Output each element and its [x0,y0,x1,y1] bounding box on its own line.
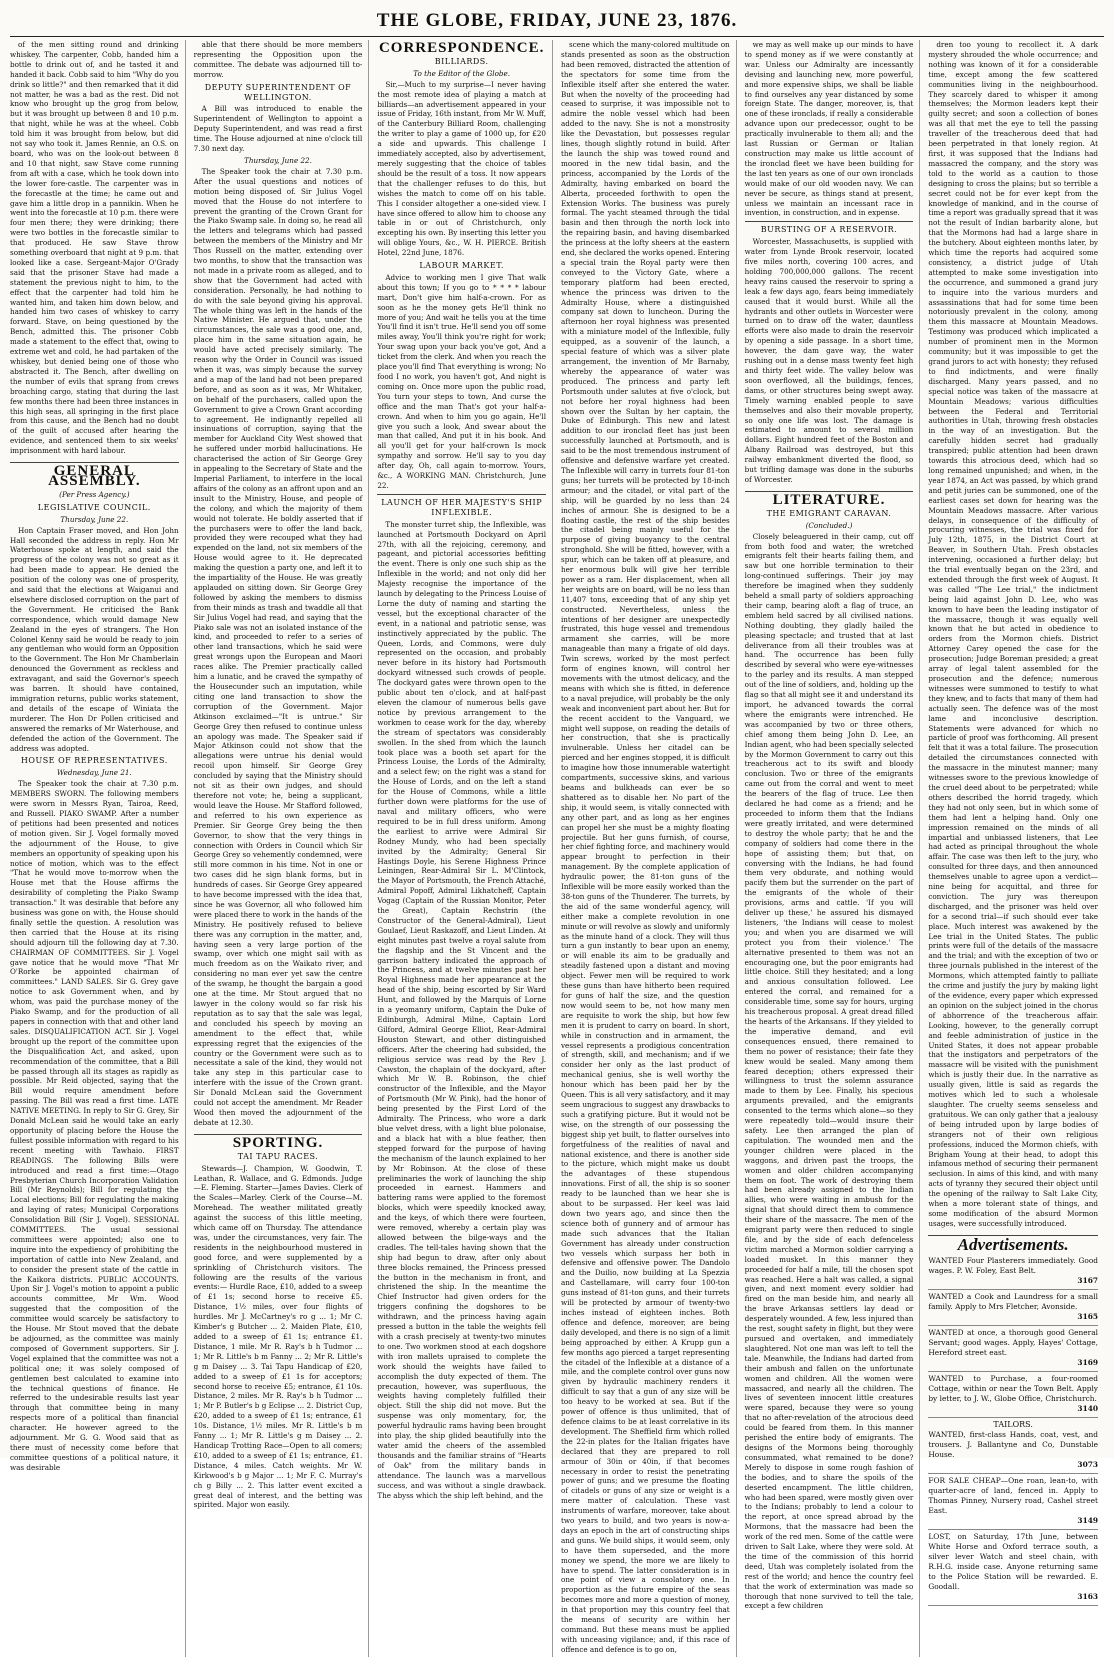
house-heading: HOUSE OF REPRESENTATIVES. [20,756,168,766]
advertisement [928,1418,1098,1474]
launch-text: The monster turret ship, the Inflexible, was launched at Portsmouth Dockyard on April 27th, with all the rejoicing, ceremony, and pageant, and pictorial accessories befitting the event. There is only one such ship as the Inflexible in the world; and not only did her Majesty recognise the importance of the launch by delegating to the Princess Louise of Lorne the duty of naming and starting the vessel, but the exceptional character of the event, in a national and patriotic sense, was instinctively appreciated by the public. The Queen, Lords, and Commons, were duly represented on the occasion, and probably never before in its history had Portsmouth dockyard witnessed such crowds of people. The dockyard gates were thrown open to the public about ten o'clock, and at half-past eleven the clamour of numerous bells gave notice by previous arrangement to the workmen to cease work for the day, whereby the stream of spectators was considerably swollen. In the shed from which the launch took place was a booth set apart for the Princess Louise, the Lords of the Admiralty, and a select few; on the right was a stand for the House of Lords, and on the left a stand for the House of Commons, while a little further down were platforms for the use of naval and military officers, who were required to be in full dress uniform. Among the earliest to arrive were Admiral Sir Rodney Mundy, who had been specially invited by the Admiralty; General Sir Hastings Doyle, his Serene Highness Prince Leiningen, Rear-Admiral Sir L. M'Clintock, the Mayor of Portsmouth, the French Attaché, Admiral Popoff, Admiral Likhatcheff, Captain Vogag (Captain of the Russian Monitor, Peter the Great), Captain Rechstrin (the Constructor of the General-Admiral), Lieut Goulaef, Lieut Raskazoff, and Lieut Linden. At eight minutes past twelve a royal salute from the flagship and the St Vincent and the garrison battery indicated the approach of the Princess, and at twelve minutes past her Royal Highness made her appearance at the head of the ship, being escorted by Sir Ward Hunt, and followed by the Marquis of Lorne in a yeomanry uniform, Captain the Duke of Edinburgh, Admiral Milne, Captain Lord Gilford, Admiral George Elliot, Rear-Admiral Houston Stewart, and other distinguished officers. After the cheering had subsided, the religious service was read by the Rev J. Cawston, the chaplain of the dockyard, after which Mr W. B. Robinson, the chief constructor of the Inflexible, and the Mayor of Portsmouth (Mr W. Pink), had the honor of being presented by the First Lord of the Admiralty. The Princess, who wore a dark blue velvet dress, with a light blue polonaise, and a black hat with a blue feather, then stepped forward for the purpose of having the mechanism of the launch explained to her by Mr Robinson. At the close of these preliminaries the work of launching the ship proceeded in earnest. Hammers and battering rams were applied to the foremost blocks, which were speedily knocked away, and the keys, of which there were fourteen, were removed, whereby a certain play was allowed between the bilge-ways and the cradles. The tell-tales having shown that the ship had begun to draw, after only about three blocks remained, the Princess pressed the button in the mechanism in front, and christened the ship. In the meantime the Chief Instructor had given orders for the triggers confining the dogshores to be withdrawn, and the princess having again pressed a button in the table the weights fell with a crash precisely at twenty-two minutes to one. Two workmen stood at each dogshore with iron mallets upraised to complete the work should the weights have failed to accomplish the duty expected of them. The precaution, however, was superfluous, the weights having completely fulfilled their object. Still the ship did not move. But the suspense was only momentary, for, the powerful hydraulic rams having been brought into play, the ship glided beautifully into the water amid the cheers of the assembled thousands and the familiar strains of "Hearts of Oak" from the military bands in attendance. The launch was a marvellous success, and was without a single drawback. The abyss which the ship left behind, and the [377,519,546,1500]
advertisement-number: 3140 [1077,1403,1098,1413]
column-4 [561,40,737,1657]
advertisement-number: 3163 [1077,1591,1098,1601]
massacre-text: dren too young to recollect it. A dark mystery shrouded the whole occurrence; and nothing was known of it for a considerable time, except among the few scattered communities living in the neighbourhood. They scarcely dared to whisper it among themselves; the Mormon leaders kept their guilty secret; and soon a collection of bones was all that met the eye to tell the passing traveller of the treacherous deed that had been perpetrated in that lonely region. At first, it was supposed that the Indians had massacred the company, and the story was told to the world as a caution to those designing to cross the plains; but so terrible a secret could not be for ever kept from the knowledge of mankind, and in the course of time a report was gradually spread that it was not the result of Indian barbarity alone, but that the Mormons had had a large share in the butchery. About eighteen months later, by which time the reports had acquired some consistency, a district judge of Utah attempted to make some investigation into the occurrence, and summoned a grand jury to inquire into the various murders and assassinations that had for some time been notoriously prevalent in the colony, among them this massacre at Mountain Meadows. Testimony was produced which implicated a number of prominent men in the Mormon community; but it was impossible to get the grand jurors to act with honesty; they refused to find indictments, and were finally discharged. Many years passed, and no special notice was taken of the massacre at Mountain Meadows; various difficulties between the Federal and Territorial authorities in Utah, throwing fresh obstacles in the way of an investigation. But the carefully hidden secret had gradually transpired; public attention had been drawn towards this atrocious deed, which had so long remained unpunished; and when, in the year 1874, an Act was passed, by which grand and petit juries can be summoned, one of the earliest cases set down for hearing was the Mountain Meadows massacre. After various delays, in consequence of the difficulty of procuring witnesses, the trial was fixed for July 12th, 1875, in the District Court at Beaver, in Southern Utah. Fresh obstacles intervening, occasioned a further delay; but the trial eventually began on the 23rd, and extended through the first week of August. It was called "The Lee trial," the indictment being laid against John D. Lee, who was known to have been the leading instigator of the massacre, though it was equally well known that he but acted in obedience to orders from the Mormon chiefs. District Attorney Carey opened the case for the prosecution; Judge Boreman presided; a great array of legal talent assembled for the prosecution and the defence; numerous witnesses were summoned to testify to what they knew, and to facts that many of them had actually seen. The defence was of the most lame and inconclusive description. Statements were advanced for which no particle of proof was forthcoming. All present felt that it was a total failure. The prosecution detailed the circumstances connected with the massacre in the minutest manner; many witnesses swore to the previous knowledge of the cruel deed about to be perpetrated; while others described the horrid tragedy, which they had not only seen, but in which some of them had lent a helping hand. Only one impression remained on the minds of all impartial and unbiassed listeners, that Lee had acted as principal throughout the whole affair. The case was then left to the jury, who consulted for three days, and then announced themselves unable to agree upon a verdict—nine being for acquittal, and three for conviction. The jury was thereupon discharged, and the prisoner was held over for a second trial—if such should ever take place. Much interest was awakened by the Lee trial in the United States. The public prints were full of the details of the massacre and the trial; and with the exception of two or three journals published in the interest of the Mormons, which attempted faintly to palliate the crime and justify the jury by making light of the evidence, every paper which expressed an opinion on the subject joined in the chorus of abhorrence of the treacherous affair. Looking, however, to the generally corrupt and feeble administration of justice in the United States, it does not appear probable that the instigators and perpetrators of the massacre will be visited with the punishment which is justly their due. In the narrative as usually given, little is said as regards the motives which led to such a wholesale slaughter. The cruelty seems senseless and gratuitous. We can only gather that a jealousy of being intruded upon by large bodies of strangers not of their own religious professions, induced the Mormon chiefs, with Brigham Young at their head, to adopt this infamous method of securing their permanent seclusion. In aims of this kind, and with many acts of tyranny they secured their object until the opening of the railway to Salt Lake City, when a more tolerant state of things, and some modification of the absurd Mormon usages, were successfully introduced. [928,40,1098,1228]
advertisement-text: WANTED a Cook and Laundress for a small family. Apply to Mrs Fletcher, Avonside. [928,1291,1098,1311]
literature-heading: LITERATURE. [745,491,914,506]
thursday-date: Thursday, June 22. [244,155,312,165]
column-2 [194,40,370,1657]
reservoir-text: Worcester, Massachusetts, is supplied with water from Lynde Brook reservoir, located five miles north, covering 100 acres, and holding 700,000,000 gallons. The recent heavy rains caused the reservoir to spring a leak a few days ago, fears being immediately caused that it would burst. While all the hydrants and other outlets in Worcester were turned on to draw off the water, dauntless efforts were also made to drain the reservoir by opening a side passage. In a short time, however, the dam gave way, the water rushing out in a dense mass twenty feet high and thirty feet wide. The valley below was soon overflowed, all the buildings, fences, dams, or other structures being swept away. Timely warning enabled people to save themselves and also their movable property, so only one life was lost. The damage is estimated to amount to several million dollars. Eight hundred feet of the Boston and Albany Railroad was destroyed, but this railway embankment diverted the flood, so but trifling damage was done in the suburbs of Worcester. [744,237,914,484]
advertisement-number: 3165 [1077,1311,1098,1321]
house-date: Wednesday, June 21. [56,768,132,778]
launch-heading: LAUNCH OF HER MAJESTY'S SHIP INFLEXIBLE. [377,494,546,518]
sporting-heading: SPORTING. [194,1134,363,1149]
columns [10,40,1104,1654]
caravan-text: Closely beleaguered in their camp, cut off from both food and water, the wretched emigrants felt their hearts failing them, and saw but one horrible termination to their long-continued sufferings. Their joy may therefore be imagined when they suddenly beheld a small party of soldiers approaching their camp, bearing aloft a flag of truce, an emblem held sacred by all civilised nations. Nothing doubting, they gladly hailed the pleasing spectacle; and trusted that at last deliverance from all their troubles was at hand. The occurrence has been fully described by several who were eye-witnesses to the parley and its results. A man stepped out of the line of soldiers, and, holding up the flag so that all might see it and understand its import, he advanced towards the corral where the emigrants were intrenched. He was accompanied by two or three others, chief among them being John D. Lee, an Indian agent, who had been specially selected by the Mormon Government to carry out this treacherous act to its swift and bloody conclusion. Two or three of the emigrants came out from the corral and went to meet the bearers of the flag of truce. Lee then declared he had come as a friend; and he proceeded to inform them that the Indians were greatly irritated, and were determined to destroy the whole party; that he and the company of soldiers had come there in the hope of assisting them; but that, on conversing with the Indians, he had found them very obdurate, and nothing would pacify them but the surrender on the part of the emigrants of the whole of their provisions, arms and cattle. 'If you will deliver up these,' he assured his dismayed listeners, 'the Indians will cease to molest you; and when you are disarmed we will protect you from their violence.' The alternative presented to them was not an encouraging one, but the poor emigrants had little choice. Still they hesitated; and a long and anxious consultation followed. Lee entered the corral, and remained for a considerable time, some say for hours, urging his treacherous proposal. A great dread filled the hearts of the Arkansans. If they yielded to the imperative demand, and evil consequences ensued, there remained to them no power of resistance; their fate they knew would be sealed. Many among them feared deception; others expressed their willingness to trust the solemn assurance made to them by Lee. Finally, his specious arguments prevailed, and the emigrants consented to the terms which alone—so they were repeatedly told—would insure their safety. Lee then arranged the plan of capitulation. The wounded men and the younger children were placed in the waggons, and driven past the troops, the women and older children accompanying them on foot. The work of destroying them had been already assigned to the Indian allies, who were waiting in ambush for the signal that should direct them to commence their share of the massacre. The men of the emigrant party were then reduced to single file, and by the side of each defenceless victim marched a Mormon soldier carrying a loaded musket. In this manner they proceeded for half a mile, till the chosen spot was reached. Here a halt was called, a signal given, and next moment every soldier had fired on the man beside him, and nearly all the brave Arkansas settlers lay dead or desperately wounded. A few, less injured than the rest, sought safety in flight, but they were pursued and overtaken, and immediately slaughtered. Not one man was left to tell the tale. Meanwhile, the Indians had darted from their ambush and fallen on the unfortunate women and children. All the women were massacred, and nearly all the children. The lives of seventeen innocent little creatures were spared, because they were so young that no after-revelation of the atrocious deed could be feared from them. In this manner perished the entire body of emigrants. The designs of the Mormons being thoroughly consummated, what remained to be done? Merely to dispose in some rough fashion of the bodies, and to share the spoils of the deserted encampment. The little children, who had been spared, were mostly given over to the Indians; probably to lend a colour to the report, at once spread abroad by the Mormons, that the massacre had been the work of the red men. Some of the cattle were driven to Salt Lake, where they were sold. At the time of the commission of this horrid deed, Utah was completely isolated from the rest of the world; and hence the country feel that the work of extermination was made so thorough that none survived to tell the tale, except a few children [744,531,914,1611]
advertisement-number: 3169 [1077,1357,1098,1367]
masthead-rule [10,36,1104,37]
legislative-council-heading: LEGISLATIVE COUNCIL. [37,502,151,512]
inflexible-text: scene which the many-colored multitude on stands presented as soon as the obstruction had been removed, distracted the attention of the spectators for some time from the Inflexible itself after she entered the water. But when the novelty of the proceeding had ceased to surprise, it was impossible not to admire the noble vessel which had been added to the navy. She is not a monstrosity like the Devastation, but possesses regular lines, though slightly rotund in build. After the launch the ship was towed round and moored in the new tidal basin, and the princess, accompanied by the Lords of the Admiralty, having embarked on board the Alberta, proceeded forthwith to open the Extension Works. The business was purely formal. The yacht steamed through the tidal basin and then through the north lock into the repairing basin, and having disembarked the princess at the lofty sheers at the eastern end, she declared the works opened. Entering a special train the Royal party were then conveyed to the Victory Gate, where a temporary platform had been erected, whence the princess was driven to the Admiralty House, where a distinguished company sat down to luncheon. During the afternoon her royal highness was presented with a miniature model of the Inflexible, fully equipped, as a souvenir of the launch, a special feature of which was a silver plate arrangement, the invention of Mr Barnaby, whereby the appearance of water was produced. The princess and party left Portsmouth under salutes at five o'clock, but not before her royal highness had been shown over the Sultan by her captain, the Duke of Edinburgh. This new and latest addition to our ironclad fleet has just been successfully launched at Portsmouth, and is said to be the most tremendous instrument of offensive and defensive warfare yet created. The Inflexible will carry in turrets four 81-ton guns; her turrets will be protected by 18-inch armour; and the citadel, or vital part of the ship, will be guarded by no less than 24 inches of armour. She is designed to be a floating castle, the rest of the ship besides the citadel being mainly useful for the purpose of giving buoyancy to the central stronghold. She will be fitted, however, with a spur, which can be taken off at pleasure, and her enormous bulk will give her terrible power as a ram. Her displacement, when all her weights are on board, will be no less than 11,407 tons, exceeding that of any ship yet constructed. Nevertheless, unless the intentions of her designer are unexpectedly frustrated, this huge vessel and tremendous armament she carries, will be more manageable than many a frigate of old days. Twin screws, worked by the most perfect form of engines known, will control her movements with the utmost delicacy, and the means with which she is fitted, in deference to a naval prejudice, will probably be the only weak and inconvenient part about her. But for the recent accident to the Vanguard, we might well suppose, on reading the details of her construction, that she is practically invulnerable. Unless her citadel can be pierced and her engines stopped, it is difficult to imagine how those innumerable watertight compartments, successive skins, and various beams and bulkheads can ever be so shattered as to disable her. No part of the ship, it would seem, is vitally connected with any other part, and as long as her engines can propel her she must be a mighty floating projectile. But her guns furnish, of course, her chief fighting force, and machinery would appear brought to perfection in their management. By the complete application of hydraulic power, the 81-ton guns of the Inflexible will be more easily worked than the 38-ton guns of the Thunderer. The turrets, by the aid of the same wonderful agency, will either make a complete revolution in one minute or will revolve as slowly and uniformly as the minute hand of a clock. They will thus turn a gun instantly to bear upon an enemy, or will enable its aim to be gradually and steadily fastened upon a distant and moving object. Fewer men will be required to work these guns than have hitherto been required for guns of half the size, and the question now would seem to be, not how many men are requisite to work the ship, but how few men it is prudent to carry on board. In short, while in construction and in armament, the vessel represents a prodigious concentration of strength, skill, and mechanism; and if we consider her only as the last product of mechanical genius, she is well worthy the honour which has been paid her by the Queen. This is all very satisfactory, and it may seem ungracious to suggest any drawbacks to such a gratifying picture. But it would not be wise, on the strength of our possessing the biggest ship yet built, to flatter ourselves into forgetfulness of the realities of naval and national existence, and there is another side to the picture, which might make us doubt the advantages of these stupendous innovations. First of all, the ship is so sooner ready to be launched than we hear she is about to be surpassed. Her keel was laid down two years ago, and since then the science both of gunnery and of armour has made such advances that the Italian Government has already under construction two vessels which surpass her both in defensive and offensive power. The Dandolo and the Duilio, now building at La Spezzia and Castellamare, will carry four 100-ton guns instead of 81-ton guns, and their turrets will be protected by armour of twenty-two inches instead of eighteen inches. Both offence and defence, moreover, are being daily developed, and there is no sign of a limit being approached by either. A Krupp gun a few months ago pierced a target representing the citadel of the Inflexible at a distance of a mile, and the complete control over guns now given by hydraulic machinery renders it difficult to say that a gun of any size will be too heavy to be worked at sea. But if the power of offence is thus unlimited, that of defence claims to be at least correlative in its development. The Sheffield firm which rolled the 22-in plates for the Italian frigates have declared that they are prepared to roll armour of 30in or 40in, if that becomes necessary in order to resist the penetrating power of guns; and we presume the floating of citadels or guns of any size or weight is a mere matter of calculation. These vast instruments of warfare, moreover, take about two years to build, and two years is now-a-days an epoch in the art of constructing ships and guns. We build ships, it would seem, only to have them superseded, and the more money we spend, the more we are likely to have to spend. The latter consideration is in one point of view a consolatory one. In proportion as the future empire of the seas becomes more and more a question of money, in that proportion may this country feel that the means of security are within her command. But these means must be applied with unceasing vigilance; and, if this race of offence and defence is to go on, [561,40,730,1654]
billiards-letter: Sir,—Much to my surprise—I never having the most remote idea of playing a match at billiards—an advertisement appeared in your issue of Friday, 16th instant, from Mr W. Muff, of the Canterbury Billiard Room, challenging the writer to play a game of 1000 up, for £20 a side and upwards. This challenge I immediately accepted, also by advertisement, merely suggesting that the choice of tables should be the result of a toss. It now appears that the challenger refuses to do this, but wishes the match to come off on his table. This I consider altogether a one-sided view. I have since offered to allow him to choose any table in or out of Christchurch, only excepting his own. By inserting this letter you will oblige Yours, &c., W. H. PIERCE. British Hotel, 22nd June, 1876. [377,79,546,258]
advertisements-list [928,1254,1098,1606]
editor-line: To the Editor of the Globe. [413,68,511,78]
advertisement [928,1372,1098,1418]
column-6 [928,40,1104,1657]
advertisement-text: LOST, on Saturday, 17th June, between White Horse and Oxford terrace south, a silver lever Watch and steel chain, with R.H.G. inside case. Anyone returning same to the Police Station will be rewarded. E. Goodall. [928,1531,1098,1591]
masthead: THE GLOBE, FRIDAY, JUNE 23, 1876. [376,10,738,31]
caravan-heading: THE EMIGRANT CARAVAN. [766,508,892,518]
press-agency: (Per Press Agency.) [59,489,130,499]
advertisement-text: FOR SALE CHEAP—One roan, lean-to, with quarter-acre of land, fenced in. Apply to Thomas Pinney, Nursery road, Cashel street East. [928,1475,1098,1515]
advertisement-number: 3167 [1077,1275,1098,1285]
advertisement [928,1326,1098,1372]
labour-poem: Advice to working men I give That walk about this town; If you go to * * * * labour mart, Don't give him half-a-crown. For as soon as he the money gets He'll think no more of you; And wait he tells you at the time You'll find it isn't true. He'll send you off some miles away, You'll think you're right for work; Your swag upon your back you've got, And a ticket from the clerk. And when you reach the place you'll find That everything is wrong; No food I no work, you haven't got, And night is coming on. Once more upon the public road, You turn your steps to town, And curse the office and the man That's got your half-a-crown. And when to him you go again, He'll give you such a look, And swear about the man that called, And put it in his book. And all you'll get for your half-crown Is mock sympathy and sorrow. He'll say to you day after day, Oh, call again to-morrow. Yours, &c., A WORKING MAN. Christchurch, June 22. [377,272,546,490]
column-5 [745,40,921,1657]
advertisement [928,1290,1098,1326]
advertisement-number: 3073 [1077,1459,1098,1469]
races-text: Stewards—J. Champion, W. Goodwin, T. Leathan, R. Wallace, and G. Edmonds. Judge—E. Fleming. Starter—James Davies. Clerk of the Scales—Marley. Clerk of the Course—M. Morehead. The weather militated greatly against the success of this little meeting, which came off on Thursday. The attendance was, under the circumstances, very fair. The residents in the neighbourhood mustered in good force, and were supplemented by a sprinkling of Christchurch visitors. The following are the results of the various events:— Hurdle Race, £10, added to a sweep of £1 1s; second horse to receive £5. Distance, 1½ miles, over four flights of hurdles. Mr J. McCartney's ro g ... 1; Mr C. Kimber's g Butcher ... 2. Maiden Plate, £10, added to a sweep of £1 1s; entrance £1. Distance, 1 mile. Mr R. Ray's b h Tudmor ... 1; Mr R. Little's b m Fanny ... 2; Mr R. Little's g m Daisey ... 3. Tai Tapu Handicap of £20, added to a sweep of £1 1s for acceptors; second horse to receive £5; entrance, £1 10s. Distance, 2 miles. Mr R. Ray's b h Tudmor ... 1; Mr P. Butler's b g Eclipse ... 2. District Cup, £20, added to a sweep of £1 1s; entrance, £1 10s. Distance, 1½ miles. Mr R. Little's b m Fanny ... 1; Mr R. Little's g m Daisey ... 2. Handicap Trotting Race—Open to all comers; £10, added to a sweep of £1 1s; entrance, £1. Distance, 4 miles. Catch weights. Mr W. Kirkwood's b g Major ... 1; Mr F. C. Murray's ch g Billy ... 2. This latter event excited a great deal of interest, and the betting was spirited. Major won easily. [193,1163,363,1510]
advertisement-number: 3149 [1077,1515,1098,1525]
debate-text: able that there should be more members representing the Opposition upon the committee. The debate was adjourned till to-morrow. [193,40,363,79]
races-heading: TAI TAPU RACES. [237,1151,319,1161]
house-text: The Speaker took the chair at 7.30 p.m. MEMBERS SWORN. The following members were sworn in Messrs Ryan, Tairoa, Reed, and Russell. PIAKO SWAMP. After a number of petitions had been presented and notices of motion given. Sir J. Vogel formally moved the adjournment of the House, to give members an opportunity of speaking upon his notice of motion, which was to the effect "That he would move to-morrow when the House met that the House affirms the desirability of completing the Piako Swamp transaction." It was desirable that before any business was gone on with, the House should finally settle the question. A resolution was then carried that the House at its rising should adjourn till the following day at 7.30. CHAIRMAN OF COMMITTEES. Sir J. Vogel gave notice that he would move "That Mr O'Rorke be appointed chairman of committees." LAND SALES. Sir G. Grey gave notice to ask Government when, and by whom, was paid the purchase money of the Piako Swamp, and for the production of all papers in connection with that and other land sales. DISQUALIFICATION ACT. Sir J. Vogel brought up the report of the committee upon the Disqualification Act, and asked, upon recommendation of the committee, that a Bill be passed through all its stages as rapidly as possible. Mr Reid objected, saying that the Bill would require amendment before passing. The Bill was read a first time. LATE NATIVE MEETING. In reply to Sir G. Grey, Sir Donald McLean said he would take an early opportunity of placing before the House the fullest possible information with regard to his recent meeting with Tawhaio. FIRST READINGS. The following Bills were introduced and read a first time:—Otago Presbyterian Church Incorporation Validation Bill (Mr Reynolds); Bill for regulating the Local elections; Bill for regulating the making and laying of rates; Municipal Corporations Consolidation Bill (Sir J. Vogel). SESSIONAL COMMITTEES. The usual sessional committees were appointed; also one to inquire into the expediency of prohibiting the importation of cattle into New Zealand, and to consider the present state of the cattle in the Kaikora districts. PUBLIC ACCOUNTS. Upon Sir J. Vogel's motion to appoint a public accounts committee, Mr Wm. Wood suggested that the composition of the committee would scarcely be satisfactory to the House. Mr Stout moved that the debate be adjourned, as the committee was mainly composed of Government supporters. Sir J. Vogel explained that the committee was not a political one; it was solely composed of gentlemen best calculated to examine into the technical questions of finance. He referred to the undesirable results last year through that committee being in many respects more of a political than financial character. He however agreed to the adjournment. Mr G. G. Wood said that as there must of necessity come before that committee questions of a political nature, it was desirable [10,779,179,1472]
column-1 [10,40,186,1657]
advertisement-text: WANTED to Purchase, a four-roomed Cottage, within or near the Town Belt. Apply by letter, to J. W., Globe Office, Christchurch. [928,1373,1098,1403]
general-assembly-heading: GENERAL ASSEMBLY. [10,462,179,487]
admiralty-text: we may as well make up our minds to have to spend money as if we were constantly at war. Unless our Admiralty are incessantly devising and launching new, more powerful, and more expensive ships, we shall be liable to find ourselves any year distanced by some foreign State. The danger, moreover, is, that one of these ironclads, if really a considerable advance upon our predecessor, ought to be practically invulnerable to them all; and the last Russian or German or Italian construction may make us little account of the ironclad fleet we have been building for the last ten years as one of our own ironclads would make of our old wooden navy. We can never be secure, as things stand at present, unless we maintain an incessant race in invention, in construction, and in expense. [744,40,914,218]
advertisement [928,1474,1098,1530]
council-date: Thursday, June 22. [60,514,129,524]
concluded-label: (Concluded.) [805,520,853,530]
advertisement-text: WANTED, first-class Hands, coat, vest, and trousers. J. Ballantyne and Co, Dunstable House. [928,1429,1098,1459]
council-text: Hon Captain Fraser moved, and Hon John Hall seconded the address in reply. Hon Mr Waterhouse spoke at length, and said the progress of the colony was not so great as it had been made to appear. He denied the position of the colony was one of prosperity, and said that the elections at Waiganui and elsewhere disclosed corruption on the part of the Government. He criticised the Bank correspondence, which would damage New Zealand in the eyes of strangers. The Hon Colonel Kenny said he would be ready to join any gentleman who would form an Opposition to the Government. The Hon Mr Chamberlain denounced the Government as reckless and extravagant, and said the Governor's speech was barren. It should have contained, immigration returns, public works statement, and details of the escape of Winiata the murderer. The Hon Dr Pollen criticised and answered the remarks of Mr Waterhouse, and defended the action of the Government. The address was adopted. [10,525,179,753]
piako-debate: The Speaker took the chair at 7.30 p.m. After the usual questions and notices of motion being disposed of. Sir Julius Vogel moved that the House do not interfere to prevent the granting of the Crown Grant for the Piako Swamp sale. In doing so, he read all the letters and telegrams which had passed between the members of the Ministry and Mr Thos Russell on the matter, extending over two months, to show that the transaction was not made in a private room as alleged, and to show that the Government had acted with consideration. Personally, he had nothing to do with the sale beyond giving his approval. The whole thing was left in the hands of the Native Minister. He argued that, under the circumstances, the sale was a good one, and, place him in the same situation again, he would have acted precisely similarly. The reason why the Order in Council was issued when it was, was simply because the survey and a map of the land had not been prepared before, and as soon as it was, Mr Whitaker, on behalf of the purchasers, called upon the Government to give a Crown Grant according to agreement. He indignantly repelled all insinuations of corruption, saying that the member for Auckland City West showed that he suffered under morbid hallucinations. He characterised the action of Sir George Grey in appealing to the Secretary of State and the Imperial Parliament, to interfere in the local affairs of the colony as an affront upon and an insult to the Ministry, House, and people of the colony, and which the majority of them would not tolerate. He boldly asserted that if the purchasers were to offer the land back, provided they were recouped what they had expended on the land, not six members of the House would agree to it. He deprecated making the question a party one, and left it to the impartiality of the House. He was greatly applauded on sitting down. Sir George Grey followed by asking the members to dismiss from their minds as trash and twaddle all that Sir Julius Vogel had read, and saying that the Piako sale was not an isolated instance of the kind, and proceeded to refer to a series of other land transactions, which he said were great wrongs upon the European and Maori races alike. The Premier practically called him a lunatic, and he craved the sympathy of the Housecunder such an imputation, while citing one land transaction to show the corruption of the Government. Major Atkinson exclaimed—"It is untrue." Sir George Grey then refused to continue unless an apology was made. The Speaker said if Major Atkinson could not show that the allegations were untrue his denial would recoil upon himself. Sir George Grey concluded by saying that the Ministry should not sit as their own judges, and should therefore not vote; he, being a supplicant, would leave the House. Mr Stafford followed, and referred to his own experience as Premier. Sir George Grey being the then Governor, to show that the very things in connection with Orders in Council which Sir George Grey so vehemently condemned, were still more common in his time. Not in one or two cases did he sign blank forms, but in hundreds of cases. Sir George Grey appeared to have become impressed with the idea that, since he was Governor, all who followed him were placed there to work in the hands of the Ministry. He positively refused to believe there was any corruption in the matter, and, having seen a very large portion of the swamp, over which one might sail with as much freedom as on the Waikato river, and considering no man ever yet saw the centre of the swamp, he thought the bargain a good one at the time. Mr Stout argued that no lawyer in the colony would so far risk his reputation as to say that the sale was legal, and concluded his speech by moving an amendment to the effect that, while expressing regret that the exigencies of the country or the Government were such as to necessitate a sale of the kind, they would not take any step in this particular case to interfere with the issue of the Crown grant. Sir Donald McLean said the Government could not accept the amendment. Mr Reader Wood then moved the adjournment of the debate at 12.30. [193,166,363,1127]
court-report: of the men sitting round and drinking whiskey. The carpenter, Cobb, handed him a bottle to drink out of, and he tasted it and handed it back. Cobb said to him "Why do you drink so little?" and then remarked that it did not matter, he was a bad as the rest. Did not know who brought up the grog from below, but it was brought up between 8 and 10 p.m. that night, while he was at the wheel. Cobb told him it was brought from below, but did not say who took it. James Rennie, an O.S. on board, who was on the look-out between 8 and 10 that night, saw Stave come running from aft with a case, which he took down into the lower fore-castle. The carpenter was in the forecastle at the time; he came out and gave him a little drop in a pannikin. When he went into the forecastle at 10 p.m. there were four men there; they were drinking; there were two bottles in the forecastle similar to that produced. He saw Stave throw something overboard that night at 9 p.m. that looked like a case. Sergeant-Major O'Grady said that the prisoner Stave had made a statement the previous night to him, to the effect that the carpenter had told him he wanted him, and taken him down below, and handed him two cases of whiskey to carry forward. Stave, on being questioned by the Bench, admitted this. The prisoner Cobb made a statement to the effect that, owing to extreme wet and cold, he had partaken of the whiskey, but denied being one of those who abstracted it. The Bench, after dwelling on the number of evils that sprang from crews broaching cargo, stating that during the last few months there had been three instances in this high seas, all springing in the first place from this cause, and the Bench had no doubt of the guilt of accused after hearing the evidence, and sentenced them to six weeks' imprisonment with hard labour. [10,40,179,456]
advertisement-text: WANTED at once, a thorough good General Servant; good wages. Apply, Hayes' Cottage, Hereford street east. [928,1327,1098,1357]
deputy-text: A Bill was introduced to enable the Superintendent of Wellington to appoint a Deputy Superintendent, and was read a first time. The House adjourned at nine o'clock till 7.30 next day. [193,104,363,154]
billiards-heading: BILLIARDS. [434,56,489,66]
reservoir-heading: BURSTING OF A RESERVOIR. [745,221,914,235]
labour-heading: LABOUR MARKET. [419,261,504,271]
advertisement-header: TAILORS. [993,1419,1033,1429]
column-3 [377,40,553,1657]
advertisement [928,1254,1098,1290]
advertisement [928,1530,1098,1606]
advertisement-text: WANTED Four Plasterers immediately. Good wages. P. W. Foley, East Belt. [928,1255,1098,1275]
deputy-heading: DEPUTY SUPERINTENDENT OF WELLINGTON. [204,82,352,102]
correspondence-heading: CORRESPONDENCE. [378,40,545,56]
advertisements-heading: Advertisements. [928,1235,1098,1250]
